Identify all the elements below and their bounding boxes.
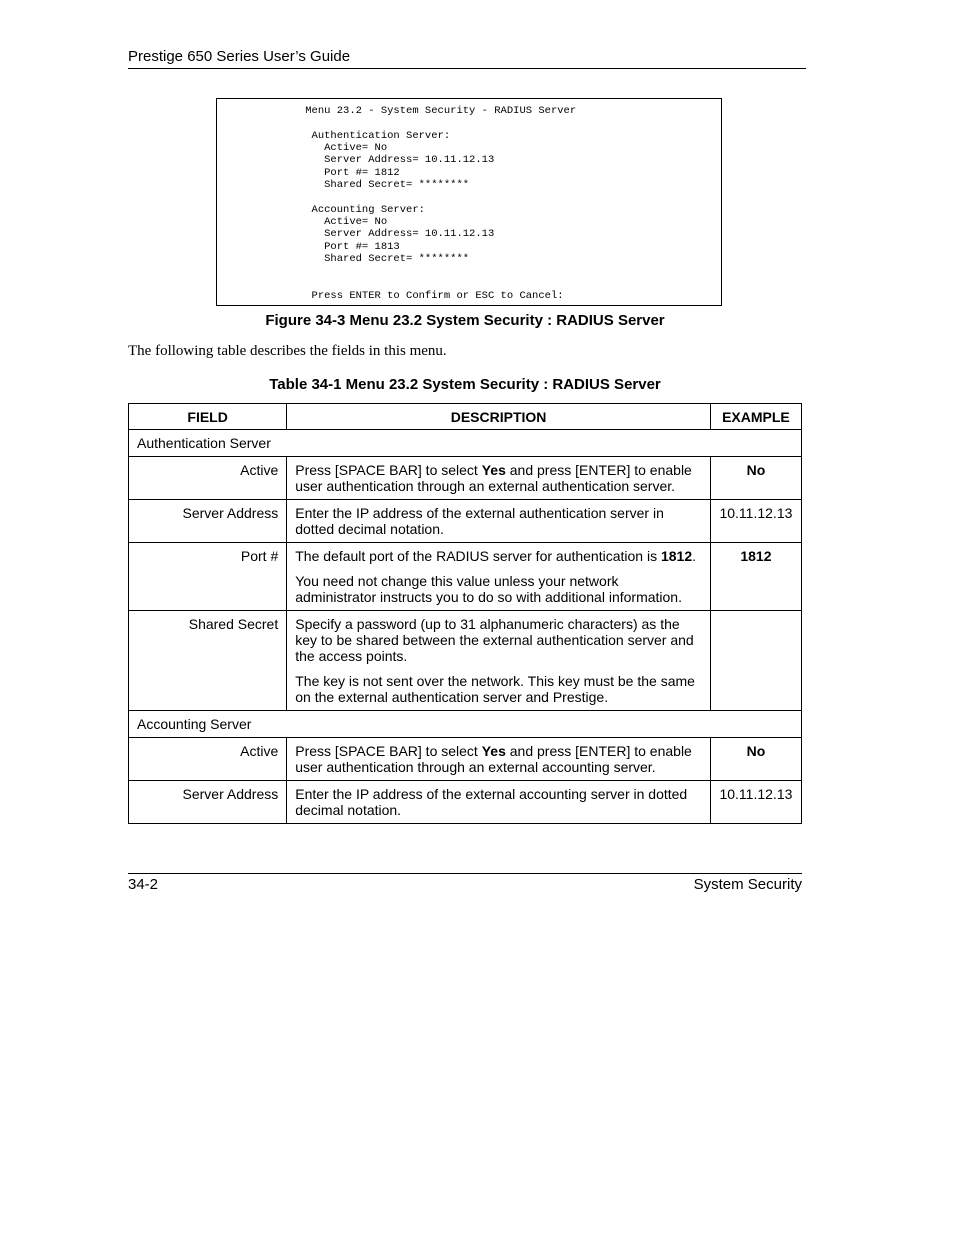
field-name: Shared Secret [129, 611, 287, 711]
table-row [129, 457, 802, 500]
field-name: Server Address [129, 781, 287, 824]
field-description: Enter the IP address of the external accounting server in dotted decimal notation. [287, 781, 711, 824]
field-example: 10.11.12.13 [710, 500, 801, 543]
footer-section: System Security [693, 876, 802, 893]
column-header-example: EXAMPLE [710, 404, 801, 430]
figure-caption: Figure 34-3 Menu 23.2 System Security : RADIUS Server [265, 312, 665, 329]
table-row [129, 543, 802, 611]
page-header [128, 47, 806, 69]
table-caption: Table 34-1 Menu 23.2 System Security : RADIUS Server [269, 376, 661, 393]
field-example: No [710, 457, 801, 500]
field-example: No [710, 738, 801, 781]
table-section-row [129, 711, 802, 738]
terminal-text: Menu 23.2 - System Security - RADIUS Server Authentication Server: Active= No Server Address= 10.11.12.13 Port #= 1812 Shared Secret= ******** Accounting Server: Active= No Server Address= 10.11.12.13 Port #= 1813 Shared Secret= ******** Press ENTER to Confirm or ESC to Cancel: [305, 105, 577, 303]
field-description: The default port of the RADIUS server for authentication is 1812. You need not change this value unless your network administrator instructs you to do so with additional information. [287, 543, 711, 611]
table-row [129, 611, 802, 711]
section-label: Accounting Server [129, 711, 802, 738]
intro-paragraph: The following table describes the fields in this menu. [128, 343, 447, 359]
field-name: Active [129, 457, 287, 500]
field-example: 1812 [710, 543, 801, 611]
table-row [129, 738, 802, 781]
field-name: Server Address [129, 500, 287, 543]
table-header-row [129, 404, 802, 430]
column-header-description: DESCRIPTION [287, 404, 711, 430]
page-footer [128, 873, 802, 898]
field-example: 10.11.12.13 [710, 781, 801, 824]
field-name: Port # [129, 543, 287, 611]
section-label: Authentication Server [129, 430, 802, 457]
table-section-row [129, 430, 802, 457]
table-row [129, 781, 802, 824]
column-header-field: FIELD [129, 404, 287, 430]
page-number: 34-2 [128, 876, 159, 893]
field-description: Press [SPACE BAR] to select Yes and press [ENTER] to enable user authentication through an external accounting server. [287, 738, 711, 781]
field-name: Active [129, 738, 287, 781]
field-description-table [128, 403, 802, 824]
field-description: Enter the IP address of the external authentication server in dotted decimal notation. [287, 500, 711, 543]
terminal-screen [216, 98, 722, 306]
field-example [710, 611, 801, 711]
field-description: Specify a password (up to 31 alphanumeric characters) as the key to be shared between the external authentication server and the access points. The key is not sent over the network. This key must be the same on the external authentication server and Prestige. [287, 611, 711, 711]
table-row [129, 500, 802, 543]
header-title: Prestige 650 Series User’s Guide [128, 48, 351, 65]
field-description: Press [SPACE BAR] to select Yes and press [ENTER] to enable user authentication through an external authentication server. [287, 457, 711, 500]
